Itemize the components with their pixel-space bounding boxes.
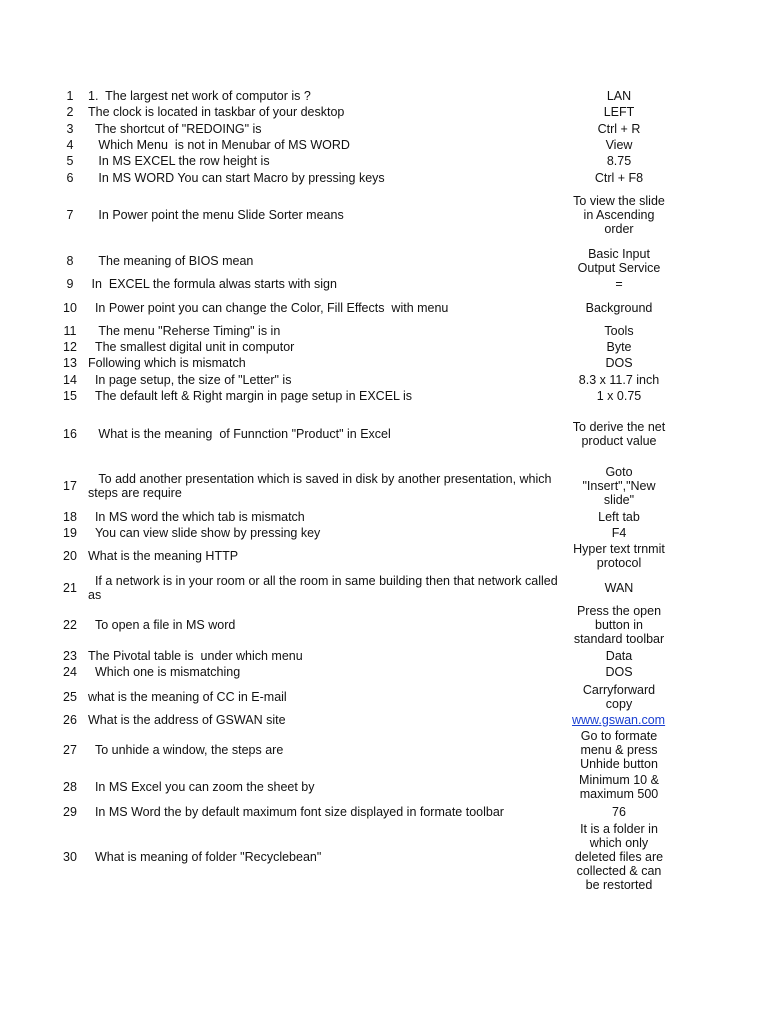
question-text: In MS Excel you can zoom the sheet by [88,780,315,794]
answer-text: LEFT [603,105,635,119]
table-row [0,153,768,169]
question-text: If a network is in your room or all the room in same building then that network called as [88,574,558,602]
question-text: In Power point the menu Slide Sorter means [88,208,344,222]
row-number: 18 [63,509,77,524]
question-text: To add another presentation which is saved in disk by another presentation, which steps are require [88,472,552,500]
table-row [0,275,768,292]
row-number: 28 [63,780,77,794]
table-row [0,88,768,104]
answer-text: To view the slide in Ascending order [573,194,665,236]
table-row [0,371,768,388]
row-number: 12 [63,340,77,354]
row-number: 9 [66,276,74,291]
answer-text: Tools [604,323,634,338]
question-text: What is meaning of folder "Recyclebean" [88,850,322,864]
gswan-link[interactable]: www.gswan.com [572,712,666,727]
answer-text: Go to formate menu & press Unhide button [580,729,658,771]
answer-text: View [605,138,633,152]
row-number: 4 [66,138,74,152]
row-number: 20 [63,549,77,563]
row-number: 1 [66,89,74,103]
table-row [0,120,768,137]
table-row [0,682,768,712]
table-row [0,508,768,525]
question-text: What is the meaning HTTP [88,549,239,563]
question-text: In Power point you can change the Color, Fill Effects with menu [88,301,449,315]
answer-text: Hyper text trnmit protocol [573,542,665,570]
table-row [0,664,768,680]
row-number: 5 [66,154,74,168]
row-number: 23 [63,649,77,663]
question-text: In MS WORD You can start Macro by pressing keys [88,170,385,185]
answer-text: DOS [605,665,633,679]
question-text: The menu "Reherse Timing" is in [88,323,281,338]
question-text: In MS EXCEL the row height is [88,154,270,168]
row-number: 15 [63,389,77,403]
question-text: The meaning of BIOS mean [88,253,254,268]
table-row [0,388,768,404]
row-number: 11 [63,323,77,338]
row-number: 3 [66,121,74,136]
question-text: 1. The largest net work of computor is ? [88,89,311,103]
answer-text: It is a folder in which only deleted files are collected & can be restorted [574,822,664,892]
answer-text: Data [605,649,633,663]
question-text: The shortcut of "REDOING" is [88,121,262,136]
question-text: In EXCEL the formula alwas starts with sign [88,276,337,291]
answer-text: Minimum 10 & maximum 500 [579,773,659,801]
question-text: The default left & Right margin in page setup in EXCEL is [88,389,413,403]
table-row [0,573,768,603]
row-number: 16 [63,427,77,441]
question-text: In MS Word the by default maximum font size displayed in formate toolbar [88,804,504,819]
table-row [0,711,768,728]
question-text: To open a file in MS word [88,618,236,632]
question-text: To unhide a window, the steps are [88,743,284,757]
question-text: Which Menu is not in Menubar of MS WORD [88,138,350,152]
answer-text: Background [585,301,653,315]
question-text: What is the address of GSWAN site [88,712,286,727]
question-text: Which one is mismatching [88,665,241,679]
answer-text: Goto "Insert","New slide" [582,465,656,507]
table-row [0,821,768,893]
row-number: 26 [63,712,77,727]
answer-text: Byte [606,340,632,354]
row-number: 14 [63,372,77,387]
table-row [0,339,768,355]
answer-text: 1 x 0.75 [596,389,642,403]
row-number: 30 [63,850,77,864]
table-row [0,803,768,820]
answer-text: Carryforward copy [582,683,656,711]
answer-text: = [615,276,623,291]
row-number: 7 [66,208,74,222]
table-row [0,193,768,237]
row-number: 22 [63,618,77,632]
answer-text: 8.75 [606,154,632,168]
table-row [0,137,768,153]
table-row [0,772,768,802]
question-text: You can view slide show by pressing key [88,526,321,540]
answer-text: LAN [606,89,632,103]
question-text: what is the meaning of CC in E-mail [88,690,287,704]
table-row [0,104,768,120]
answer-text: DOS [605,356,633,370]
answer-text: Left tab [598,509,640,524]
table-row [0,603,768,647]
answer-text: 8.3 x 11.7 inch [578,372,660,387]
row-number: 8 [66,253,74,268]
answer-text: Basic Input Output Service [577,246,661,275]
answer-text: 76 [612,804,626,819]
answer-text: WAN [604,581,634,595]
question-text: Following which is mismatch [88,356,246,370]
question-text: What is the meaning of Funnction "Product" in Excel [88,427,391,441]
table-row [0,355,768,371]
question-text: In MS word the which tab is mismatch [88,509,305,524]
question-text: The smallest digital unit in computor [88,340,295,354]
table-row [0,525,768,541]
answer-link[interactable] [560,711,678,728]
table-row [0,464,768,508]
row-number: 17 [63,479,77,493]
table-row [0,728,768,772]
table-row [0,648,768,664]
answer-text: Press the open button in standard toolbar [573,604,665,646]
row-number: 24 [63,665,77,679]
table-row [0,298,768,318]
table-row [0,418,768,450]
row-number: 2 [66,105,74,119]
table-row [0,246,768,275]
question-text: The clock is located in taskbar of your desktop [88,105,345,119]
row-number: 21 [63,581,77,595]
table-row [0,169,768,186]
answer-text: Ctrl + F8 [594,170,644,185]
question-text: In page setup, the size of "Letter" is [88,372,292,387]
row-number: 25 [63,690,77,704]
row-number: 27 [63,743,77,757]
row-number: 6 [66,170,74,185]
answer-text: To derive the net product value [572,420,666,448]
table-row [0,322,768,339]
row-number: 10 [63,301,77,315]
row-number: 13 [63,356,77,370]
question-text: The Pivotal table is under which menu [88,649,303,663]
answer-text: Ctrl + R [597,121,641,136]
row-number: 29 [63,804,77,819]
table-row [0,541,768,571]
answer-text: F4 [611,526,627,540]
row-number: 19 [63,526,77,540]
